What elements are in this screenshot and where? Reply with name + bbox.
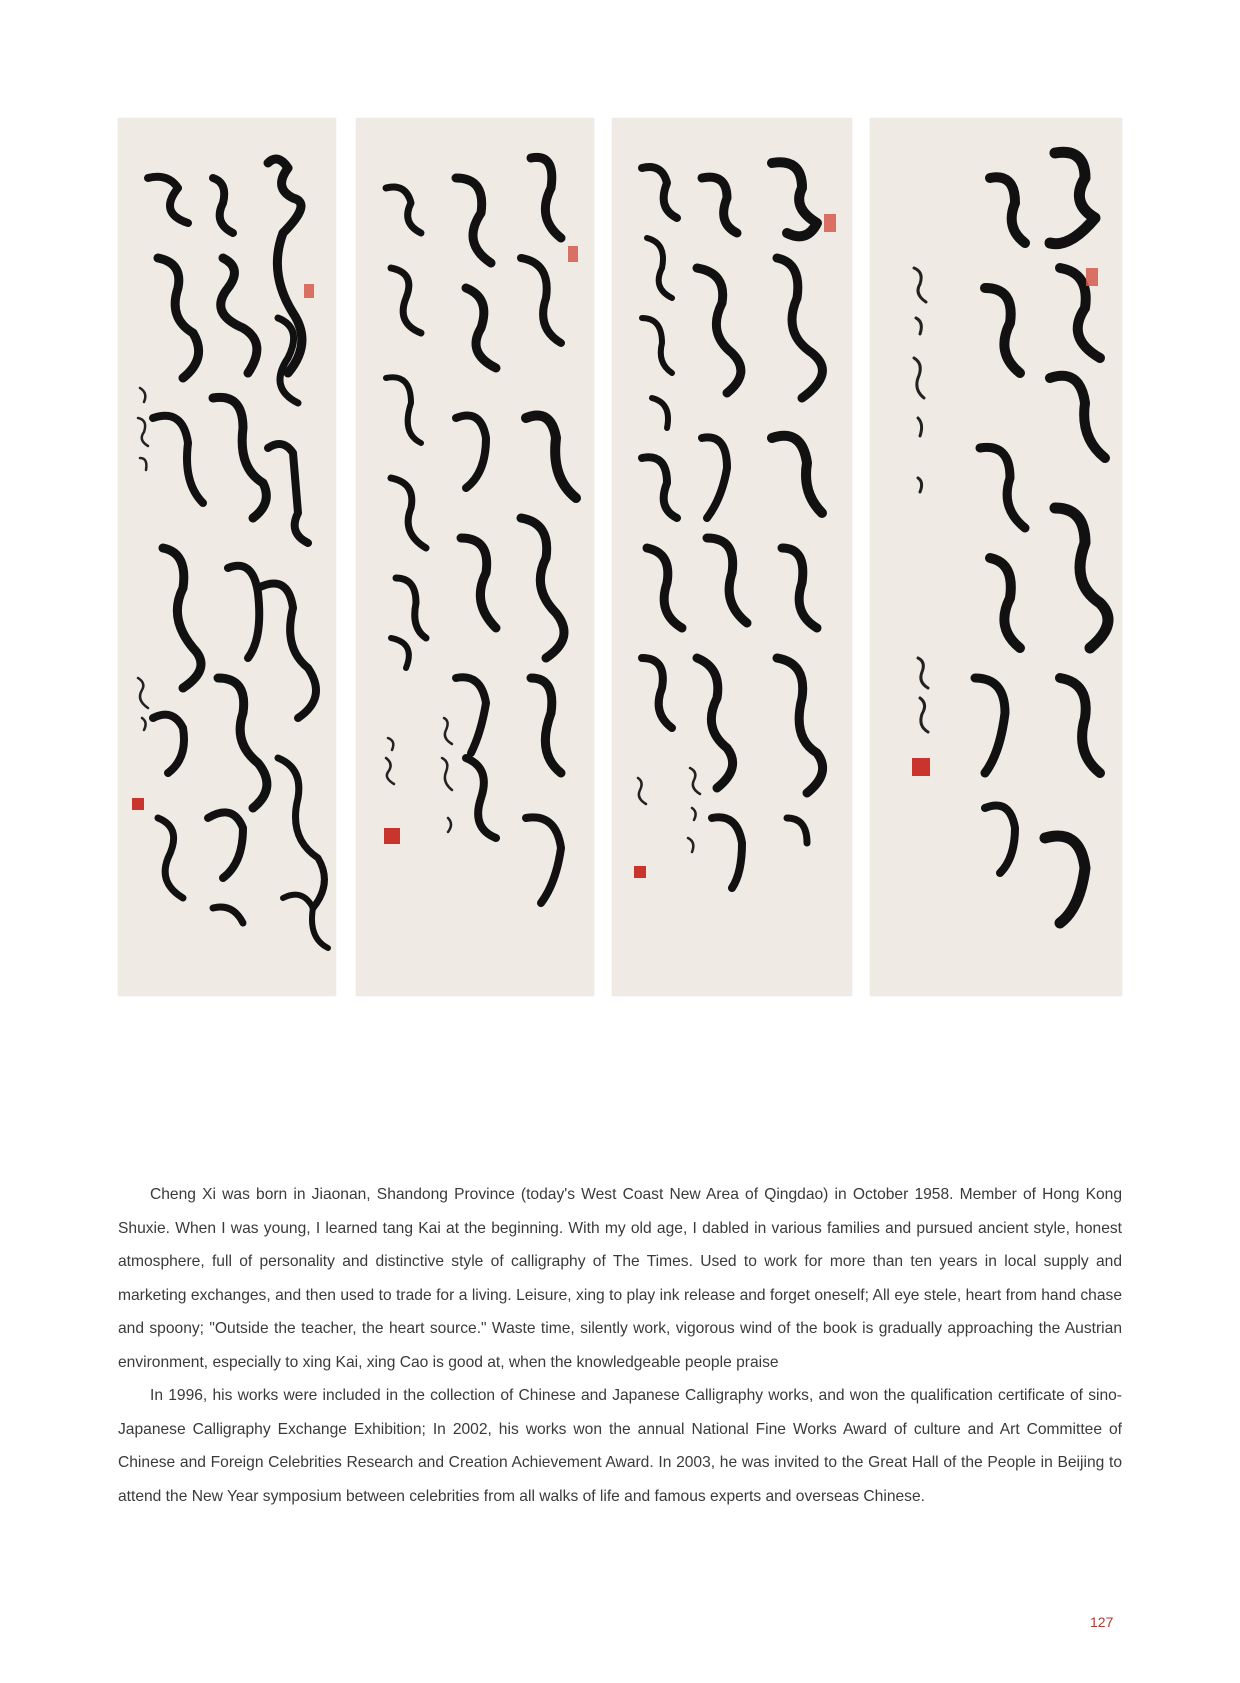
calligraphy-panel-4 — [870, 118, 1122, 996]
calligraphy-panel-1-ink — [118, 118, 336, 996]
calligraphy-artwork — [118, 118, 1122, 996]
page-number: 127 — [1090, 1614, 1114, 1630]
calligraphy-panel-1 — [118, 118, 336, 996]
biography-paragraph-2: In 1996, his works were included in the collection of Chinese and Japanese Calligraphy works, and won the qualification certificate of sino-Japanese Calligraphy Exchange Exhibition; In 2002, his works won the annual National Fine Works Award of culture and Art Committee of Chinese and Foreign Celebrities Research and Creation Achievement Award. In 2003, he was invited to the Great Hall of the People in Beijing to attend the New Year symposium between celebrities from all walks of life and famous experts and overseas Chinese. — [118, 1387, 1122, 1505]
calligraphy-panel-2-ink — [356, 118, 594, 996]
artist-biography — [118, 1178, 1122, 1513]
calligraphy-panel-3 — [612, 118, 852, 996]
calligraphy-panel-2 — [356, 118, 594, 996]
calligraphy-panel-4-ink — [870, 118, 1122, 996]
biography-paragraph-1: Cheng Xi was born in Jiaonan, Shandong Province (today's West Coast New Area of Qingdao) in October 1958. Member of Hong Kong Shuxie. When I was young, I learned tang Kai at the beginning. With my old age, I dabled in various families and pursued ancient style, honest atmosphere, full of personality and distinctive style of calligraphy of The Times. Used to work for more than ten years in local supply and marketing exchanges, and then used to trade for a living. Leisure, xing to play ink release and forget oneself; All eye stele, heart from hand chase and spoony; "Outside the teacher, the heart source." Waste time, silently work, vigorous wind of the book is gradually approaching the Austrian environment, especially to xing Kai, xing Cao is good at, when the knowledgeable people praise — [118, 1186, 1122, 1371]
calligraphy-panel-3-ink — [612, 118, 852, 996]
